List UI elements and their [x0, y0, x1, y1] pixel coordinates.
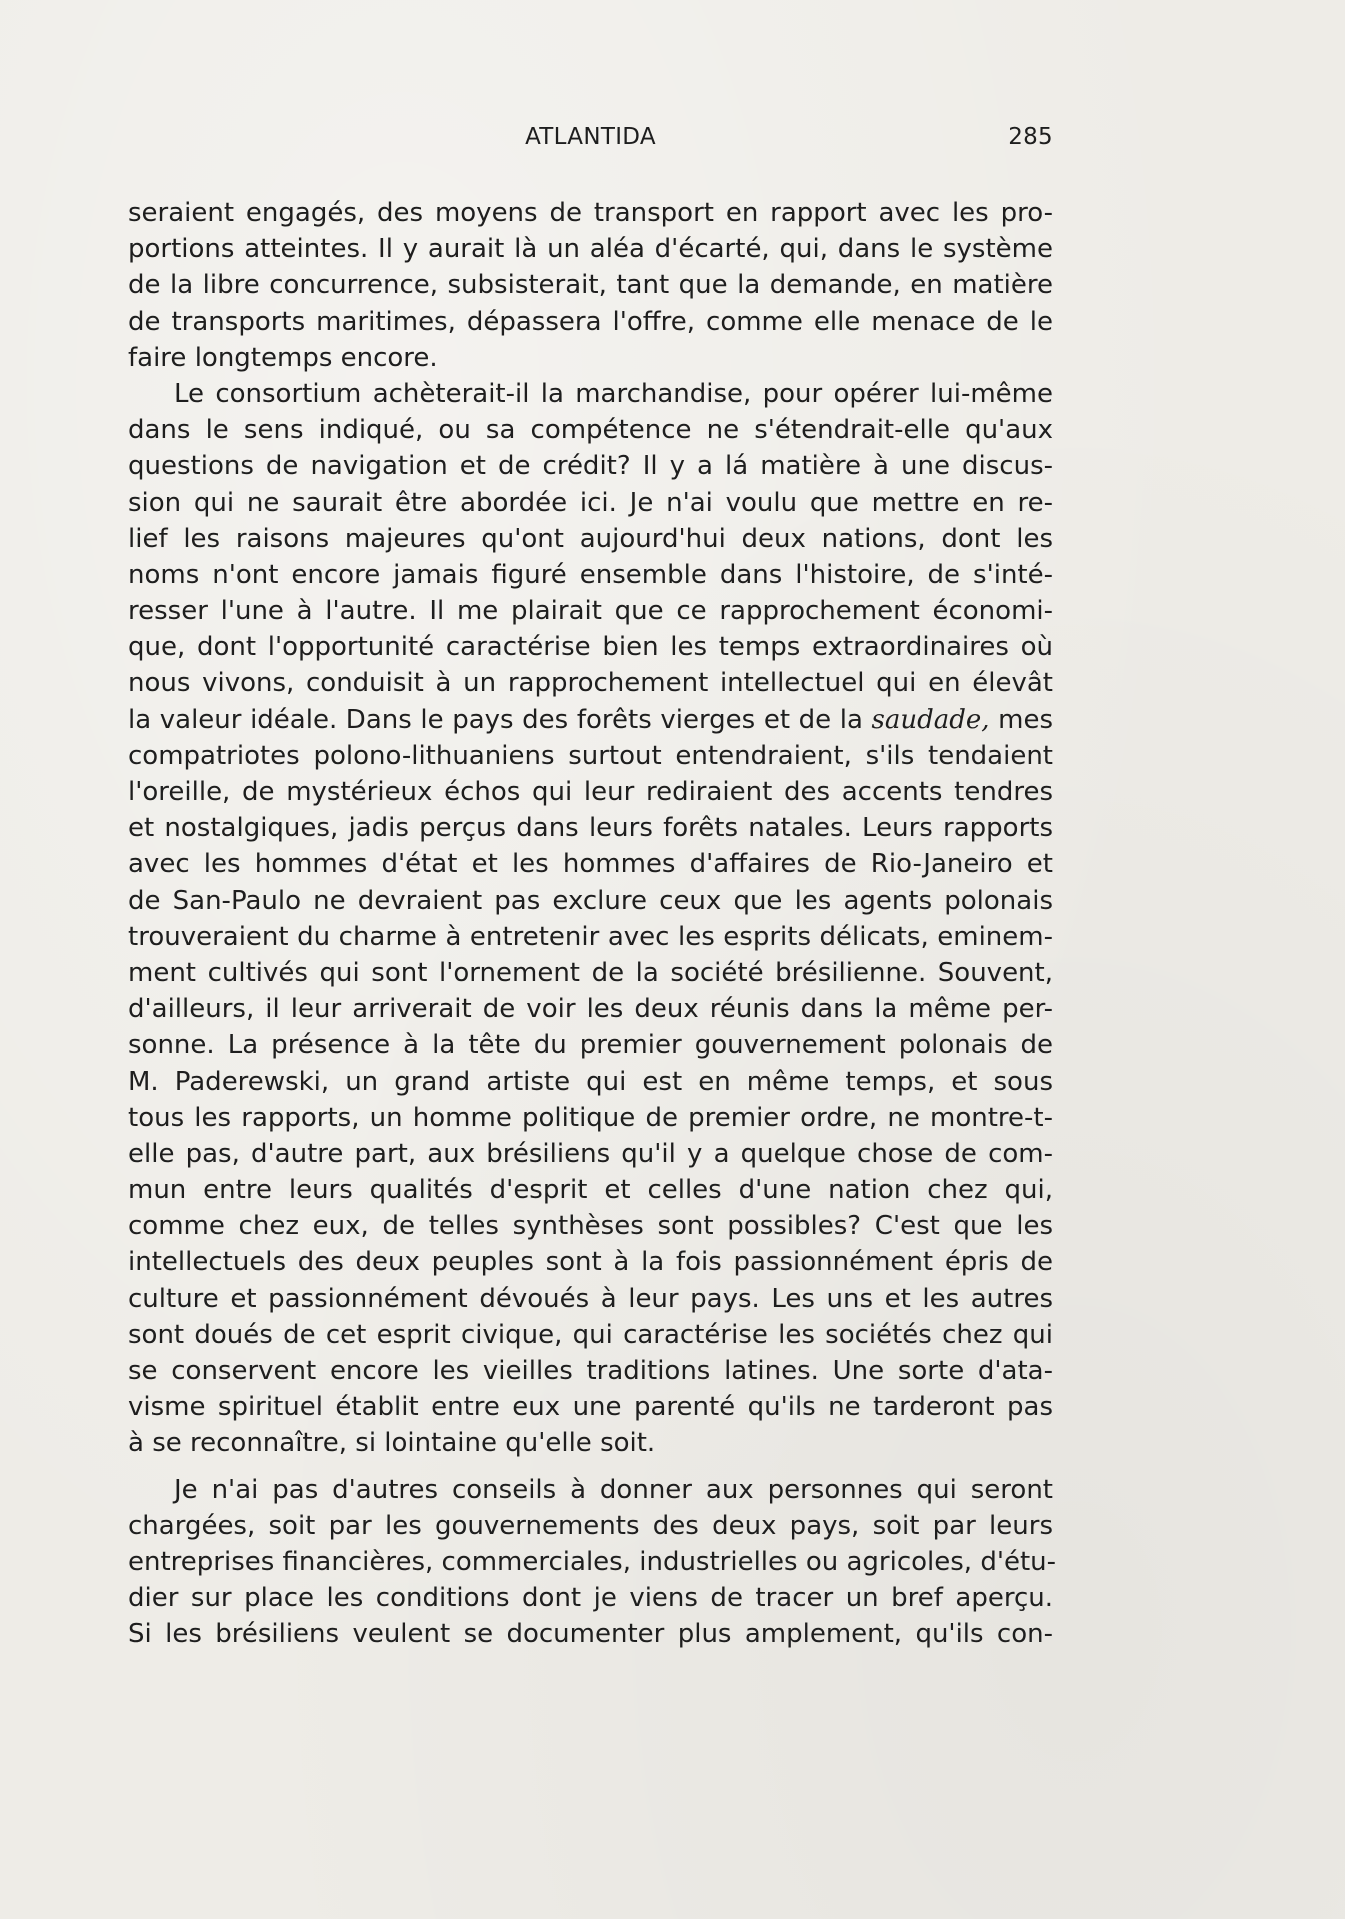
text-line: d'ailleurs, il leur arriverait de voir les deux réunis dans la même per- — [128, 994, 1053, 1025]
text-line: et nostalgiques, jadis perçus dans leurs forêts natales. Leurs rapports — [128, 813, 1053, 844]
text-line: sont doués de cet esprit civique, qui caractérise les sociétés chez qui — [128, 1319, 1053, 1350]
text-line: tous les rapports, un homme politique de premier ordre, ne montre-t- — [128, 1102, 1053, 1133]
text-line: elle pas, d'autre part, aux brésiliens qu'il y a quelque chose de com- — [128, 1138, 1053, 1169]
text-line: Si les brésiliens veulent se documenter plus amplement, qu'ils con- — [128, 1619, 1053, 1650]
text-line: comme chez eux, de telles synthèses sont possibles? C'est que les — [128, 1211, 1053, 1242]
text-line: ment cultivés qui sont l'ornement de la société brésilienne. Souvent, — [128, 957, 1053, 988]
text-line: sion qui ne saurait être abordée ici. Je n'ai voulu que mettre en re- — [128, 487, 1053, 518]
text-line: M. Paderewski, un grand artiste qui est en même temps, et sous — [128, 1066, 1053, 1097]
text-line: portions atteintes. Il y aurait là un aléa d'écarté, qui, dans le système — [128, 234, 1053, 265]
text-line: avec les hommes d'état et les hommes d'affaires de Rio-Janeiro et — [128, 849, 1053, 880]
text-fragment: mes — [998, 704, 1054, 735]
text-line: questions de navigation et de crédit? Il y a lá matière à une discus- — [128, 451, 1053, 482]
text-line: chargées, soit par les gouvernements des deux pays, soit par leurs — [128, 1510, 1053, 1541]
body-text — [128, 195, 1057, 1653]
paragraph-gap — [128, 1462, 1053, 1472]
page-number: 285 — [1008, 124, 1053, 150]
text-line: resser l'une à l'autre. Il me plairait que ce rapprochement économi- — [128, 596, 1053, 627]
text-line: entreprises financières, commerciales, industrielles ou agricoles, d'étu- — [128, 1546, 1057, 1577]
text-line: de la libre concurrence, subsisterait, tant que la demande, en matière — [128, 270, 1053, 301]
text-line: lief les raisons majeures qu'ont aujourd'hui deux nations, dont les — [128, 523, 1053, 554]
text-line-with-italic — [128, 702, 1053, 738]
text-line: visme spirituel établit entre eux une parenté qu'ils ne tarderont pas — [128, 1392, 1053, 1423]
text-line: seraient engagés, des moyens de transport en rapport avec les pro- — [128, 198, 1053, 228]
text-line: sonne. La présence à la tête du premier gouvernement polonais de — [128, 1030, 1053, 1061]
italic-word: saudade, — [871, 704, 990, 735]
running-head — [128, 124, 1053, 164]
text-line: dier sur place les conditions dont je viens de tracer un bref aperçu. — [128, 1583, 1053, 1614]
text-line: dans le sens indiqué, ou sa compétence ne s'étendrait-elle qu'aux — [128, 415, 1053, 446]
text-line: à se reconnaître, si lointaine qu'elle soit. — [128, 1428, 656, 1459]
text-line: se conservent encore les vieilles traditions latines. Une sorte d'ata- — [128, 1356, 1053, 1386]
text-line: que, dont l'opportunité caractérise bien les temps extraordinaires où — [128, 632, 1053, 663]
text-line: mun entre leurs qualités d'esprit et celles d'une nation chez qui, — [128, 1175, 1053, 1206]
text-line: de transports maritimes, dépassera l'offre, comme elle menace de le — [128, 306, 1053, 337]
text-line: faire longtemps encore. — [128, 342, 438, 373]
text-line: trouveraient du charme à entretenir avec les esprits délicats, eminem- — [128, 921, 1053, 952]
paragraph-start-line: Le consortium achèterait-il la marchandise, pour opérer lui-même — [174, 378, 1053, 409]
text-line: compatriotes polono-lithuaniens surtout entendraient, s'ils tendaient — [128, 740, 1053, 771]
text-line: l'oreille, de mystérieux échos qui leur rediraient des accents tendres — [128, 777, 1053, 807]
text-fragment: la valeur idéale. Dans le pays des forêts vierges et de la — [128, 704, 863, 735]
text-line: nous vivons, conduisit à un rapprochement intellectuel qui en élevât — [128, 668, 1053, 699]
text-line: culture et passionnément dévoués à leur pays. Les uns et les autres — [128, 1283, 1053, 1314]
text-line: de San-Paulo ne devraient pas exclure ceux que les agents polonais — [128, 885, 1053, 916]
paragraph-start-line: Je n'ai pas d'autres conseils à donner aux personnes qui seront — [174, 1474, 1053, 1505]
running-title: ATLANTIDA — [525, 124, 656, 150]
text-line: intellectuels des deux peuples sont à la fois passionnément épris de — [128, 1247, 1053, 1278]
text-line: noms n'ont encore jamais figuré ensemble dans l'histoire, de s'inté- — [128, 559, 1053, 590]
